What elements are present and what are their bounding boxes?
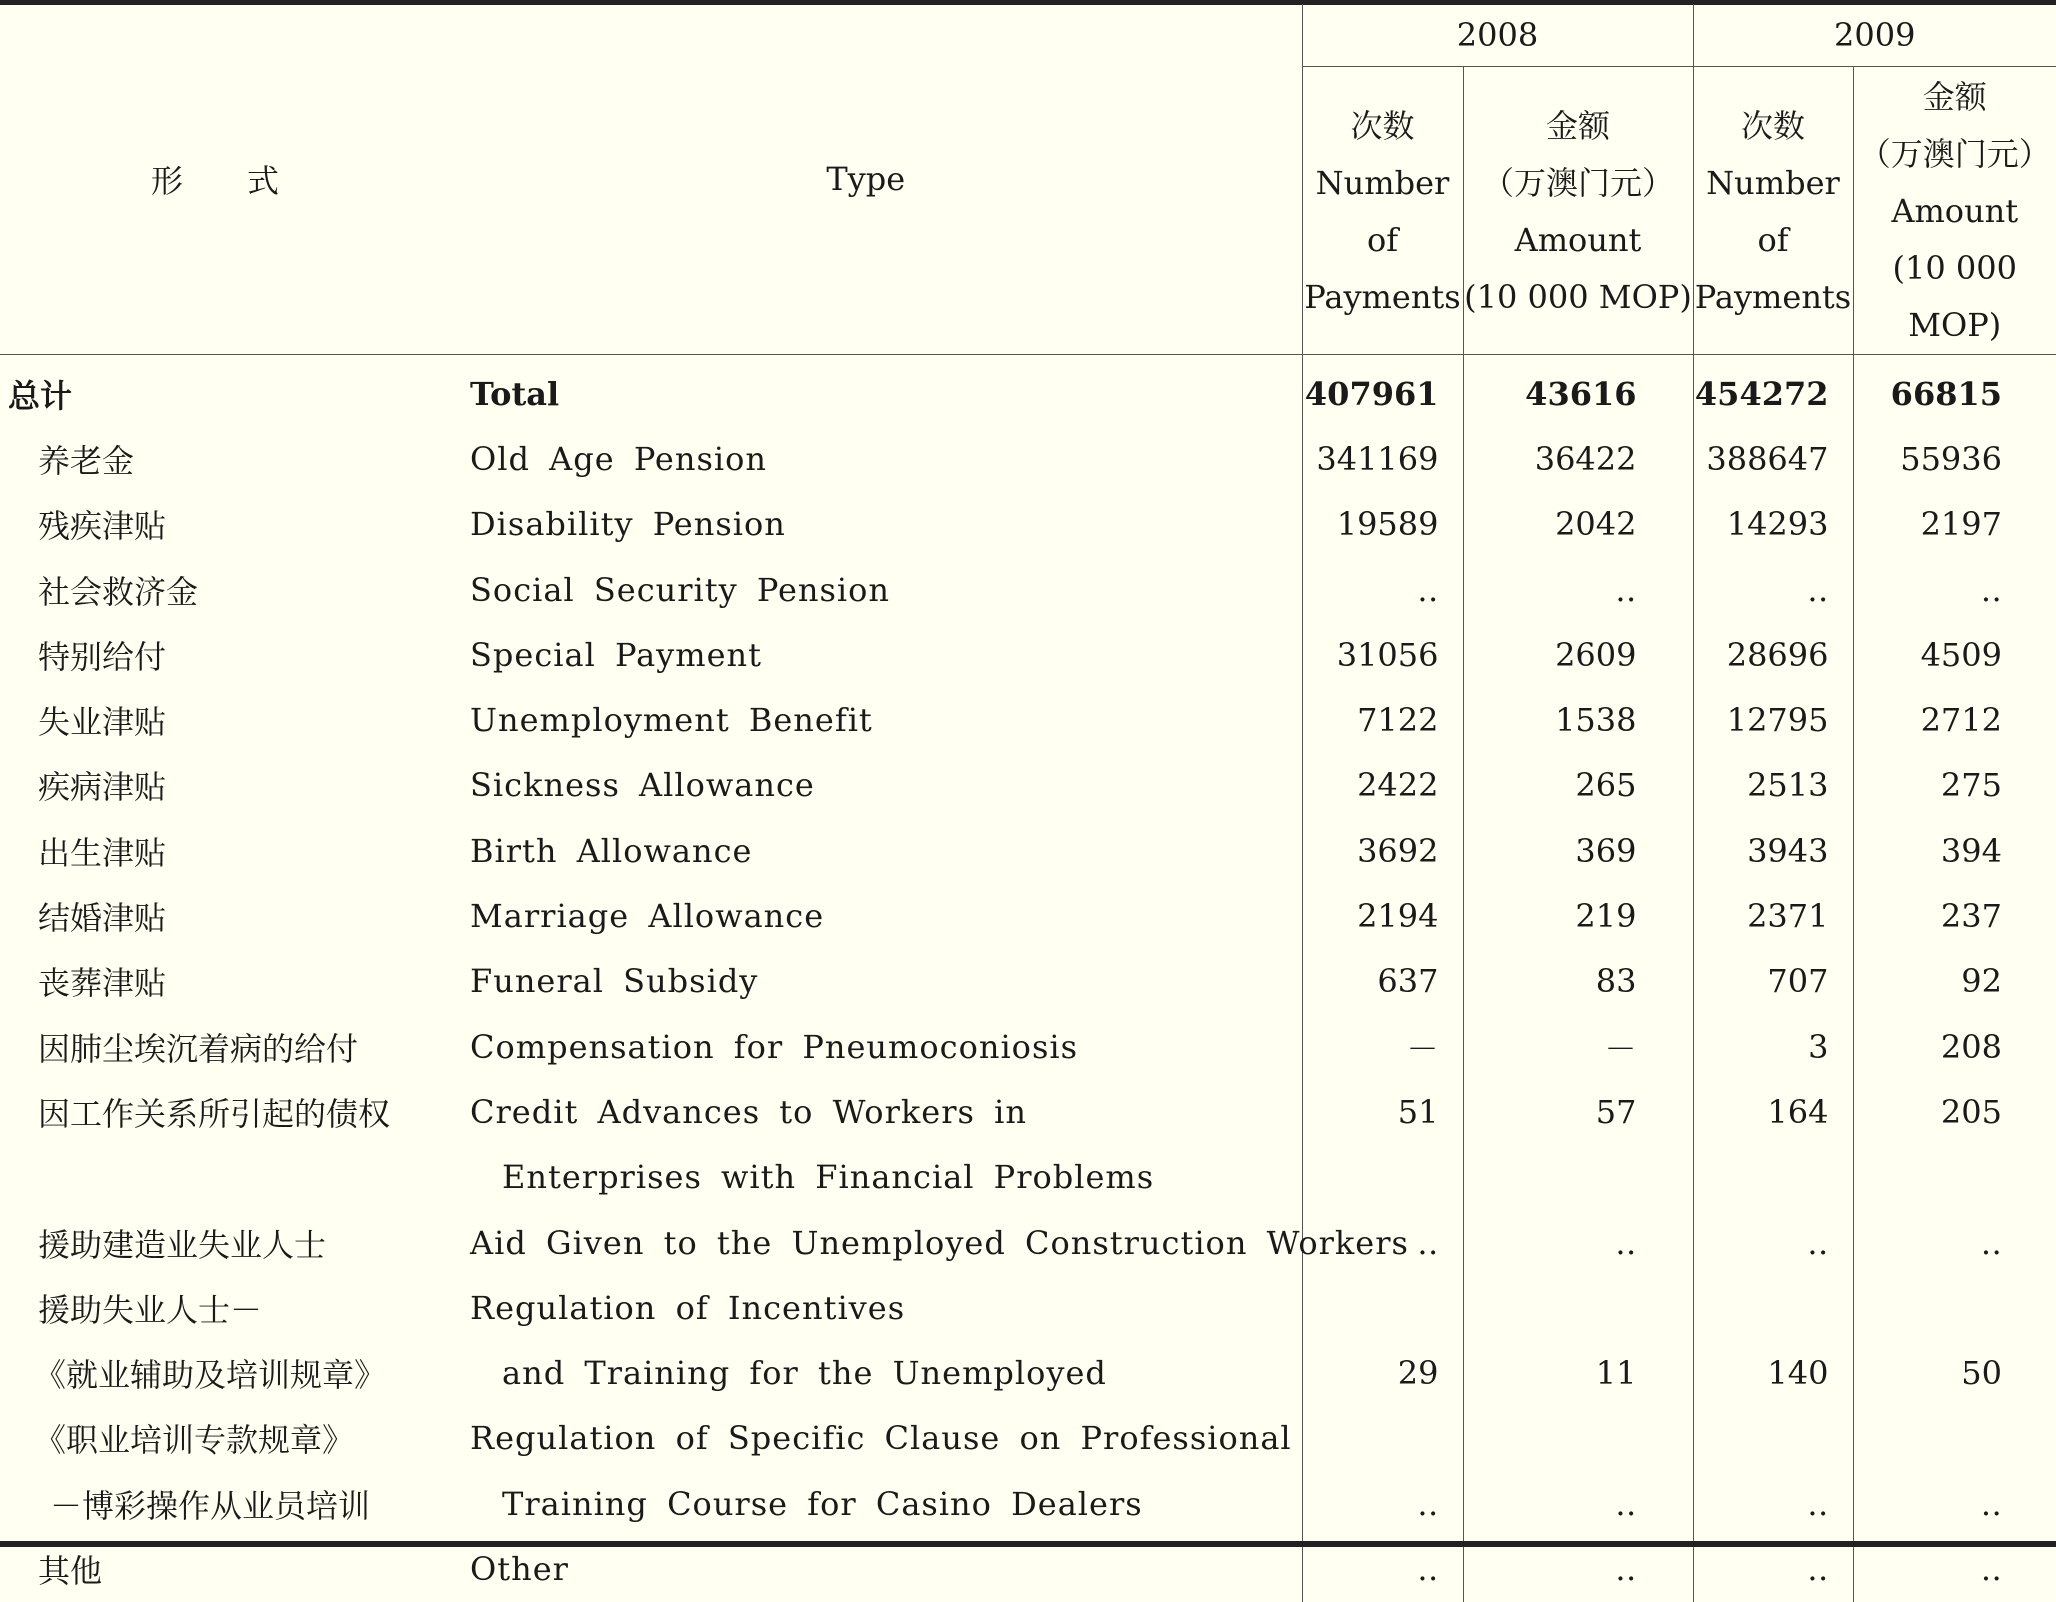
cell-amount-2008: 11 [1463,1340,1693,1405]
header-amount-cn-1: 金额 [1854,69,2056,126]
cell-amount-2008: ‥ [1463,557,1693,622]
row-label-cn: 残疾津贴 [0,492,430,557]
cell-amount-2009: 2197 [1853,492,2056,557]
row-label-cn: 出生津贴 [0,818,430,883]
cell-amount-2008: 2609 [1463,622,1693,687]
header-count-cn: 次数 [1694,98,1853,155]
row-label-cn: 总计 [0,355,430,427]
cell-amount-2009: 55936 [1853,426,2056,491]
cell-count-2008: 3692 [1302,818,1463,883]
cell-count-2009: 28696 [1693,622,1853,687]
cell-amount-2008: ‥ [1463,1471,1693,1536]
cell-amount-2008: 369 [1463,818,1693,883]
row-label-cn: 失业津贴 [0,687,430,752]
cell-amount-2008: － [1463,1014,1693,1079]
cell-amount-2009: ‥ [1853,1471,2056,1536]
header-year-2009: 2009 [1693,4,2056,67]
row-label-en: Disability Pension [430,492,1302,557]
row-label-cn: －博彩操作从业员培训 [0,1471,430,1536]
table-row [0,426,2056,491]
header-count-en-2: of [1694,212,1853,269]
cell-count-2008: ‥ [1302,1471,1463,1536]
cell-count-2009 [1693,1145,1853,1210]
cell-count-2008: 7122 [1302,687,1463,752]
cell-amount-2009: ‥ [1853,557,2056,622]
header-type-en: Type [430,4,1302,355]
row-label-en: Birth Allowance [430,818,1302,883]
cell-count-2009: 140 [1693,1340,1853,1405]
row-label-cn: 因工作关系所引起的债权 [0,1079,430,1144]
row-label-cn: 结婚津贴 [0,883,430,948]
row-label-en: and Training for the Unemployed [430,1340,1302,1405]
header-amount-cn-2: （万澳门元） [1464,155,1693,212]
header-count-en-1: Number [1303,155,1463,212]
cell-count-2009: 707 [1693,949,1853,1014]
header-amount-en-1: Amount [1854,183,2056,240]
row-label-cn: 因肺尘埃沉着病的给付 [0,1014,430,1079]
header-count-2009 [1693,67,1853,355]
cell-amount-2008 [1463,1145,1693,1210]
header-year-2008: 2008 [1302,4,1693,67]
cell-amount-2008: 83 [1463,949,1693,1014]
row-label-cn: 《就业辅助及培训规章》 [0,1340,430,1405]
row-label-en: Credit Advances to Workers in [430,1079,1302,1144]
header-amount-cn-2: （万澳门元） [1854,126,2056,183]
cell-count-2009: 454272 [1693,355,1853,427]
table-row [0,1275,2056,1340]
cell-count-2009: ‥ [1693,557,1853,622]
cell-amount-2008: 219 [1463,883,1693,948]
header-count-cn: 次数 [1303,98,1463,155]
row-label-cn: 养老金 [0,426,430,491]
cell-count-2009: 388647 [1693,426,1853,491]
cell-count-2008: ‥ [1302,557,1463,622]
header-amount-en-2: (10 000 MOP) [1464,269,1693,326]
cell-amount-2009: 4509 [1853,622,2056,687]
row-label-cn: 援助建造业失业人士 [0,1210,430,1275]
cell-amount-2009: 237 [1853,883,2056,948]
cell-count-2008: 407961 [1302,355,1463,427]
cell-count-2009 [1693,1275,1853,1340]
header-count-en-3: Payments [1303,269,1463,326]
header-count-en-3: Payments [1694,269,1853,326]
cell-amount-2008: 43616 [1463,355,1693,427]
table-row-continuation [0,1340,2056,1405]
cell-amount-2009 [1853,1275,2056,1340]
header-count-en-1: Number [1694,155,1853,212]
header-amount-2009 [1853,67,2056,355]
row-label-en: Regulation of Specific Clause on Professional [430,1406,1302,1471]
row-label-en: Compensation for Pneumoconiosis [430,1014,1302,1079]
cell-amount-2008: 36422 [1463,426,1693,491]
cell-count-2009 [1693,1406,1853,1471]
cell-amount-2009: ‥ [1853,1536,2056,1601]
table-row [0,557,2056,622]
table-row [0,949,2056,1014]
cell-amount-2009: 205 [1853,1079,2056,1144]
cell-count-2009: 3 [1693,1014,1853,1079]
header-amount-cn-1: 金额 [1464,98,1693,155]
table-row [0,1406,2056,1471]
cell-amount-2009: 275 [1853,753,2056,818]
row-label-cn: 援助失业人士－ [0,1275,430,1340]
cell-count-2008 [1302,1406,1463,1471]
cell-count-2009: ‥ [1693,1210,1853,1275]
row-label-cn [0,1145,430,1210]
cell-count-2009: 2513 [1693,753,1853,818]
table-row [0,883,2056,948]
cell-count-2008 [1302,1145,1463,1210]
cell-count-2009: 164 [1693,1079,1853,1144]
cell-count-2008: 637 [1302,949,1463,1014]
row-label-en: Social Security Pension [430,557,1302,622]
row-label-cn: 《职业培训专款规章》 [0,1406,430,1471]
row-label-en: Old Age Pension [430,426,1302,491]
row-label-cn: 疾病津贴 [0,753,430,818]
cell-count-2008 [1302,1275,1463,1340]
row-label-en: Regulation of Incentives [430,1275,1302,1340]
cell-count-2008: 31056 [1302,622,1463,687]
row-label-en: Other [430,1536,1302,1601]
cell-count-2008: 51 [1302,1079,1463,1144]
row-label-cn: 社会救济金 [0,557,430,622]
header-amount-2008 [1463,67,1693,355]
row-label-en: Special Payment [430,622,1302,687]
row-label-cn: 特别给付 [0,622,430,687]
row-label-cn: 丧葬津贴 [0,949,430,1014]
table-row-continuation [0,1471,2056,1536]
cell-count-2008: 29 [1302,1340,1463,1405]
cell-amount-2008: ‥ [1463,1210,1693,1275]
cell-count-2008: 341169 [1302,426,1463,491]
cell-count-2009: ‥ [1693,1471,1853,1536]
cell-amount-2008: 1538 [1463,687,1693,752]
cell-amount-2008: 2042 [1463,492,1693,557]
header-amount-en-2: (10 000 MOP) [1854,240,2056,354]
table-row [0,1014,2056,1079]
header-count-en-2: of [1303,212,1463,269]
cell-amount-2008: 265 [1463,753,1693,818]
cell-amount-2009: 2712 [1853,687,2056,752]
row-label-en: Funeral Subsidy [430,949,1302,1014]
header-type-cn: 形 式 [0,4,430,355]
cell-count-2008: ‥ [1302,1536,1463,1601]
table-row [0,1079,2056,1144]
row-label-en: Marriage Allowance [430,883,1302,948]
social-security-payments-table [0,4,2056,1602]
table-row-total [0,355,2056,427]
row-label-en: Total [430,355,1302,427]
row-label-cn: 其他 [0,1536,430,1601]
cell-amount-2009: ‥ [1853,1210,2056,1275]
table-row [0,1210,2056,1275]
cell-amount-2009: 208 [1853,1014,2056,1079]
table-row [0,622,2056,687]
table-row-continuation [0,1145,2056,1210]
table-row [0,818,2056,883]
cell-amount-2009: 394 [1853,818,2056,883]
row-label-en: Aid Given to the Unemployed Construction Workers [430,1210,1302,1275]
row-label-en: Unemployment Benefit [430,687,1302,752]
cell-amount-2009 [1853,1145,2056,1210]
header-amount-en-1: Amount [1464,212,1693,269]
cell-amount-2008 [1463,1275,1693,1340]
cell-amount-2009: 92 [1853,949,2056,1014]
cell-count-2008: ‥ [1302,1210,1463,1275]
cell-count-2009: 2371 [1693,883,1853,948]
cell-amount-2009: 66815 [1853,355,2056,427]
cell-count-2008: 2422 [1302,753,1463,818]
bottom-rule [0,1541,2056,1547]
row-label-en: Training Course for Casino Dealers [430,1471,1302,1536]
header-count-2008 [1302,67,1463,355]
cell-count-2008: 19589 [1302,492,1463,557]
cell-amount-2008 [1463,1406,1693,1471]
table-row [0,492,2056,557]
row-label-en: Sickness Allowance [430,753,1302,818]
cell-count-2008: － [1302,1014,1463,1079]
cell-amount-2009 [1853,1406,2056,1471]
cell-count-2009: 14293 [1693,492,1853,557]
cell-count-2009: 3943 [1693,818,1853,883]
cell-amount-2008: ‥ [1463,1536,1693,1601]
cell-count-2008: 2194 [1302,883,1463,948]
cell-amount-2008: 57 [1463,1079,1693,1144]
cell-count-2009: ‥ [1693,1536,1853,1601]
cell-count-2009: 12795 [1693,687,1853,752]
cell-amount-2009: 50 [1853,1340,2056,1405]
table-row [0,753,2056,818]
table-row [0,687,2056,752]
row-label-en: Enterprises with Financial Problems [430,1145,1302,1210]
